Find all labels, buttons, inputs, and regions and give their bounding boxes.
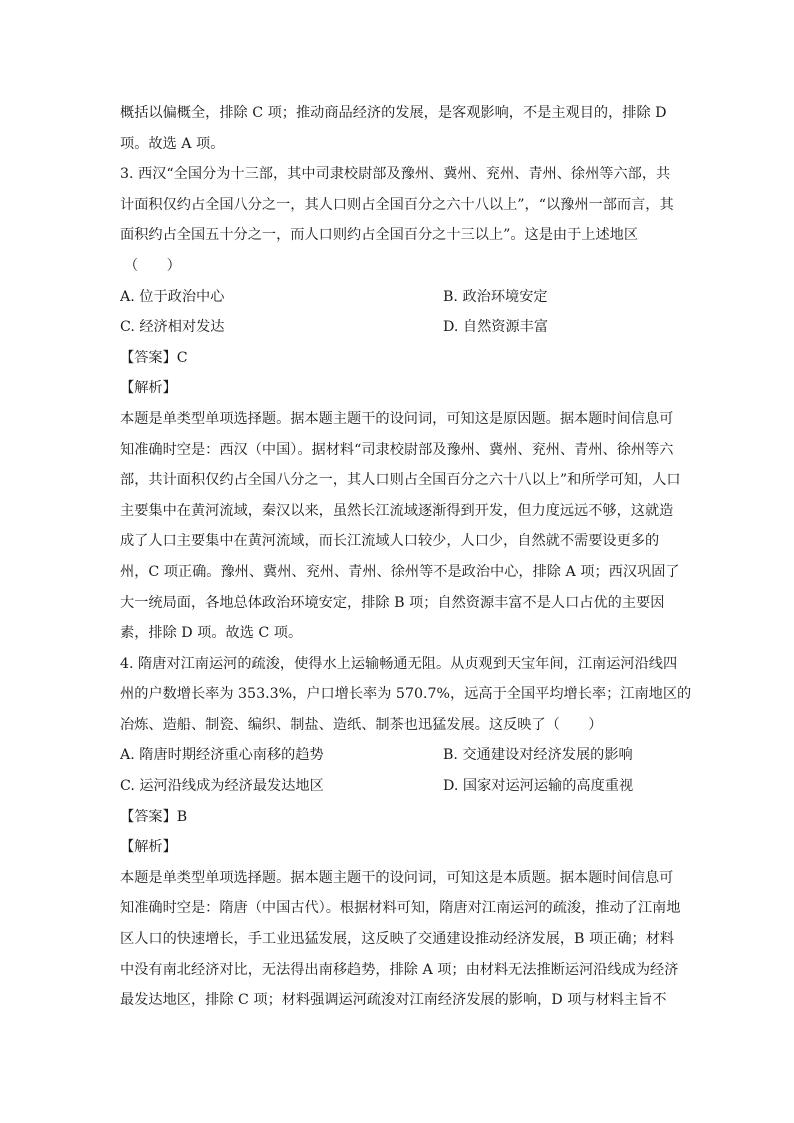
analysis-line: 区人口的快速增长，手工业迅猛发展，这反映了交通建设推动经济发展，B 项正确；材料 [120,931,675,948]
analysis-label: 【解析】 [120,380,177,397]
answer-blank: （ ） [124,257,181,274]
option-a: A. 位于政治中心 [120,288,225,305]
answer-label: 【答案】C [120,349,188,366]
analysis-line: 大一统局面，各地总体政治环境安定，排除 B 项；自然资源丰富不是人口占优的主要因 [120,594,665,611]
option-b: B. 交通建设对经济发展的影响 [443,747,633,764]
option-c: C. 运河沿线成为经济最发达地区 [120,778,324,795]
analysis-line: 本题是单类型单项选择题。据本题主题干的设问词，可知这是本质题。据本题时间信息可 [120,869,674,886]
analysis-line: 中没有南北经济对比，无法得出南移趋势，排除 A 项；由材料无法推断运河沿线成为经济 [120,961,679,978]
option-a: A. 隋唐时期经济重心南移的趋势 [120,747,324,764]
analysis-line: 最发达地区，排除 C 项；材料强调运河疏浚对江南经济发展的影响，D 项与材料主旨不 [120,992,667,1009]
text-line: 概括以偏概全，排除 C 项；推动商品经济的发展，是客观影响，不是主观目的，排除 D [120,105,667,121]
document-body [120,98,692,1016]
option-d: D. 国家对运河运输的高度重视 [443,778,634,795]
option-row [120,312,680,343]
analysis-line: 州，C 项正确。豫州、冀州、兖州、青州、徐州等不是政治中心，排除 A 项；西汉巩固了 [120,563,680,580]
analysis-line: 知准确时空是：西汉（中国）。据材料“司隶校尉部及豫州、冀州、兖州、青州、徐州等六 [120,441,674,458]
question-stem-line: 3. 西汉“全国分为十三部，其中司隶校尉部及豫州、冀州、兖州、青州、徐州等六部，共 [120,166,671,183]
answer-label: 【答案】B [120,808,188,825]
question-stem-line: 计面积仅约占全国八分之一，其人口则占全国百分之六十八以上”，“以豫州一部而言，其 [120,196,674,213]
option-c: C. 经济相对发达 [120,319,225,336]
question-stem-line: 4. 隋唐对江南运河的疏浚，使得水上运输畅通无阻。从贞观到天宝年间，江南运河沿线四 [120,655,678,672]
option-row [120,771,680,802]
analysis-line: 主要集中在黄河流域，秦汉以来，虽然长江流域逐渐得到开发，但力度远远不够，这就造 [120,502,674,519]
option-b: B. 政治环境安定 [443,288,548,305]
analysis-line: 成了人口主要集中在黄河流域，而长江流域人口较少，人口少，自然就不需要设更多的 [120,533,660,550]
option-d: D. 自然资源丰富 [443,319,549,336]
previous-question-explanation [120,98,680,159]
analysis-label: 【解析】 [120,839,177,856]
option-row [120,282,680,313]
text-line: 项。故选 A 项。 [120,135,225,152]
option-row [120,740,680,771]
question-4 [120,649,692,1016]
question-stem-line: 面积约占全国五十分之一，而人口则约占全国百分之十三以上”。这是由于上述地区 [120,227,639,244]
question-stem-line: 州的户数增长率为 353.3%，户口增长率为 570.7%，远高于全国平均增长率；江南地区的 [120,686,692,703]
analysis-line: 知准确时空是：隋唐（中国古代）。根据材料可知，隋唐对江南运河的疏浚，推动了江南地 [120,900,681,917]
analysis-line: 部，共计面积仅约占全国八分之一，其人口则占全国百分之六十八以上”和所学可知，人口 [120,472,681,489]
question-3 [120,159,680,649]
question-stem-line: 冶炼、造船、制瓷、编织、制盐、造纸、制茶也迅猛发展。这反映了（ ） [120,716,603,733]
analysis-line: 素，排除 D 项。故选 C 项。 [120,625,303,642]
analysis-line: 本题是单类型单项选择题。据本题主题干的设问词，可知这是原因题。据本题时间信息可 [120,410,674,427]
